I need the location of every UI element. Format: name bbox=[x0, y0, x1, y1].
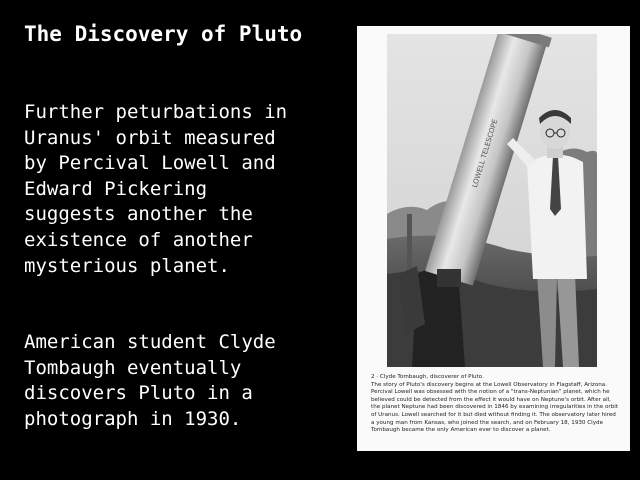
slide-title: The Discovery of Pluto bbox=[24, 22, 303, 46]
photo-card bbox=[357, 26, 630, 451]
tombaugh-photo bbox=[387, 34, 597, 367]
paragraph-perturbations: Further peturbations in Uranus' orbit measured by Percival Lowell and Edward Pickering suggests another the existence of another mysterious planet. bbox=[24, 101, 288, 277]
tombaugh-photo-illustration bbox=[387, 34, 597, 367]
photo-caption bbox=[371, 374, 621, 435]
telescope-lettering: LOWELL TELESCOPE bbox=[470, 118, 500, 189]
caption-title: 2 · Clyde Tombaugh, discoverer of Pluto. bbox=[371, 374, 484, 380]
paragraph-tombaugh: American student Clyde Tombaugh eventually discovers Pluto in a photograph in 1930. bbox=[24, 331, 276, 430]
caption-body: The story of Pluto's discovery begins at the Lowell Observatory in Flagstaff, Arizona. Percival Lowell was obsessed with the notion of a "trans-Neptunian" planet, which he believed could be detected from the effect it would have on Neptune's orbit. After all, the planet Neptune had been discovered in 1846 by examining irregularities in the orbit of Uranus. Lowell searched for it but died without finding it. The observatory later hired a young man from Kansas, who joined the search, and on February 18, 1930 Clyde Tombaugh became the only American ever to discover a planet. bbox=[371, 381, 619, 434]
